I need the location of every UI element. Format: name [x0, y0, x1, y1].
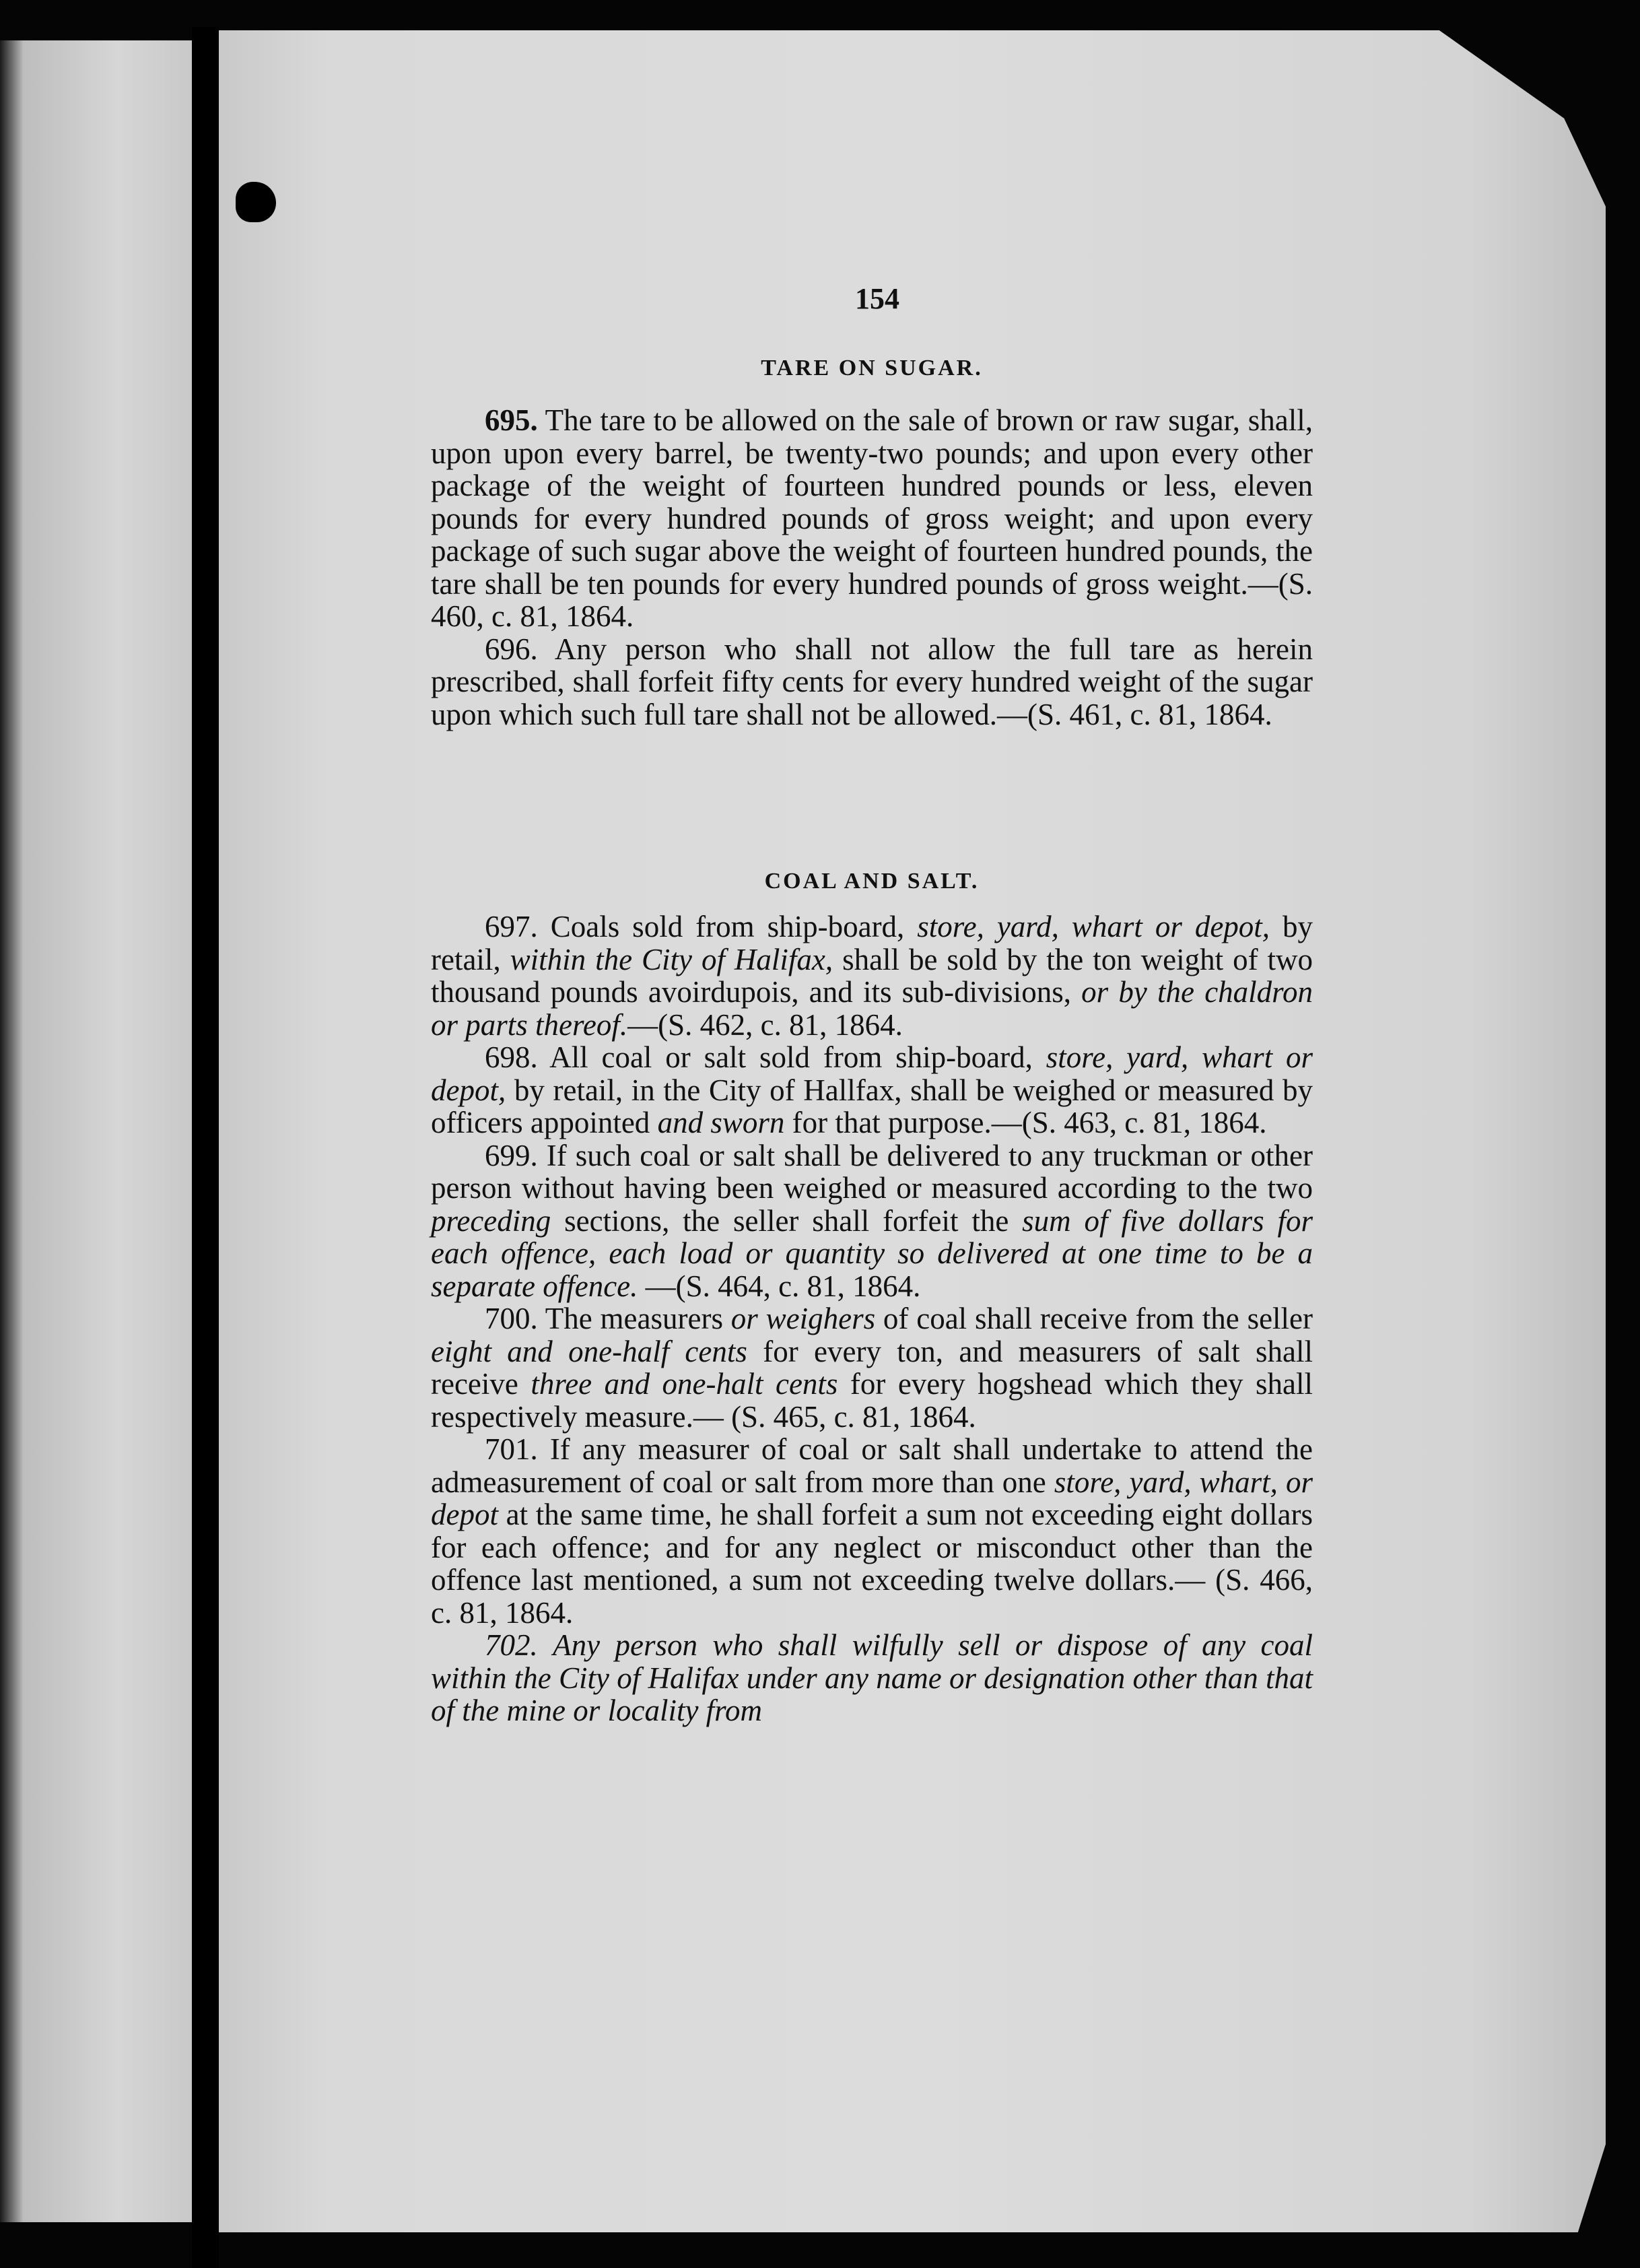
section-text: The tare to be allowed on the sale of brown or raw sugar, shall, upon upon every barrel, be twenty-two pounds; and upon every other package of the weight of fourteen hundred pounds or less, eleven pounds for every hundred pounds of gross weight; and upon every package of such sugar above the weight of fourteen hundred pounds, the tare shall be ten pounds for every hundred pounds of gross weight.—(S. 460, c. 81, 1864.	[431, 403, 1313, 633]
text-run: Coals sold from ship-board,	[550, 910, 918, 943]
text-run-italic: preceding	[431, 1203, 551, 1238]
section-699	[431, 1139, 1313, 1303]
book-gutter	[192, 27, 219, 2268]
section-heading-tare-on-sugar: TARE ON SUGAR.	[761, 356, 983, 380]
section-body-coal-and-salt	[431, 910, 1313, 1727]
section-700	[431, 1302, 1313, 1433]
text-run: for every hogshead which they shall respectively measure.— (S. 465, c. 81, 1864.	[431, 1367, 1313, 1434]
text-run: If such coal or salt shall be delivered to any truckman or other person without having been weighed or measured according to the two	[431, 1138, 1313, 1205]
text-run: —(S. 462, c. 81, 1864.	[627, 1007, 903, 1042]
section-number: 701.	[485, 1432, 538, 1466]
section-number: 695.	[485, 403, 538, 437]
text-run: by retail, in the City of Hallfax, shall be weighed or measured by officers appointed	[431, 1073, 1313, 1139]
text-run-italic: or by the chaldron or parts thereof.	[431, 975, 1313, 1042]
section-701	[431, 1433, 1313, 1629]
section-number: 700.	[485, 1302, 538, 1335]
text-run: If any measurer of coal or salt shall undertake to attend the admeasurement of coal or salt from more than one	[431, 1432, 1313, 1499]
text-run-italic: or weighers	[730, 1302, 876, 1335]
text-run: of coal shall receive from the seller	[875, 1302, 1313, 1335]
text-run-italic: sum of five dollars for each offence, each load or quantity so delivered at one time to be a separate offence.	[431, 1203, 1313, 1303]
section-body-tare-on-sugar	[431, 404, 1313, 731]
section-695	[431, 404, 1313, 633]
section-number: 696.	[485, 632, 538, 666]
text-run: All coal or salt sold from ship-board,	[549, 1040, 1046, 1074]
section-696	[431, 633, 1313, 731]
text-run: sections, the seller shall forfeit the	[551, 1203, 1023, 1238]
section-698	[431, 1041, 1313, 1139]
section-702	[431, 1629, 1313, 1727]
section-number: 698.	[485, 1040, 538, 1074]
section-number: 699.	[485, 1138, 538, 1172]
section-697	[431, 910, 1313, 1041]
text-run: for that purpose.—(S. 463, c. 81, 1864.	[784, 1106, 1267, 1139]
text-run: by retail,	[431, 910, 1313, 976]
text-run-italic: Any person who shall wilfully sell or dispose of any coal within the City of Halifax under any name or designation other than that of the mine or locality from	[431, 1628, 1313, 1727]
text-run-italic: within the City of Halifax,	[510, 942, 833, 976]
text-run: for every ton, and measurers of salt shall receive	[431, 1334, 1313, 1401]
section-text: Any person who shall not allow the full tare as herein prescribed, shall forfeit fifty cents for every hundred weight of the sugar upon which such full tare shall not be allowed.—(S. 461, c. 81, 1864.	[431, 632, 1313, 731]
previous-page-edge	[0, 40, 195, 2222]
section-number: 702.	[485, 1628, 538, 1662]
ink-blot-right	[236, 182, 276, 222]
text-run: at the same time, he shall forfeit a sum not exceeding eight dollars for each offence; and for any neglect or misconduct other than the offence last mentioned, a sum not exceeding twelve dollars.— (S. 466, c. 81, 1864.	[431, 1498, 1313, 1630]
page-number: 154	[855, 282, 899, 315]
section-number: 697.	[485, 910, 538, 943]
text-run-italic: eight and one-half cents	[431, 1334, 747, 1368]
text-run-italic: and sworn	[657, 1106, 785, 1139]
text-run: —(S. 464, c. 81, 1864.	[638, 1269, 921, 1303]
text-run: The measurers	[545, 1302, 731, 1335]
text-run-italic: store, yard, whart or depot,	[431, 1040, 1313, 1107]
text-run: shall be sold by the ton weight of two thousand pounds avoirdupois, and its sub-divisions,	[431, 942, 1313, 1009]
section-heading-coal-and-salt: COAL AND SALT.	[764, 869, 980, 894]
text-run-italic: store, yard, whart, or depot	[431, 1465, 1313, 1531]
text-run-italic: store, yard, whart or depot,	[917, 910, 1270, 943]
text-run-italic: three and one-halt cents	[531, 1367, 838, 1401]
